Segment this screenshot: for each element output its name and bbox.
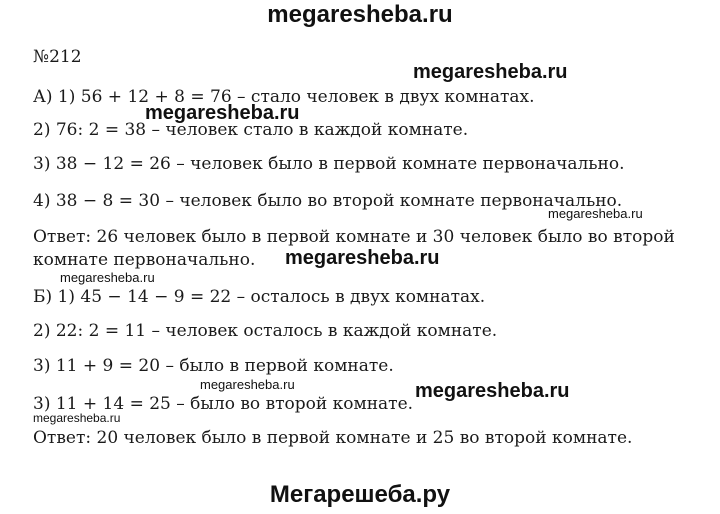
solution-line-a4: 4) 38 − 8 = 30 – человек было во второй комнате первоначально. [33,191,623,211]
solution-line-b3: 3) 11 + 9 = 20 – было в первой комнате. [33,356,394,376]
answer-b-line: Ответ: 20 человек было в первой комнате и 25 во второй комнате. [33,428,633,448]
answer-a-line-1: Ответ: 26 человек было в первой комнате и 30 человек было во второй [33,227,675,247]
site-header: megaresheba.ru [267,1,453,28]
watermark: megaresheba.ru [413,61,568,83]
solution-line-a2: 2) 76: 2 = 38 – человек стало в каждой комнате. [33,120,469,140]
watermark: megaresheba.ru [285,247,440,269]
site-footer: Мегарешеба.ру [269,481,451,508]
watermark: megaresheba.ru [200,377,295,392]
watermark: megaresheba.ru [33,411,121,425]
solution-line-a3: 3) 38 − 12 = 26 – человек было в первой комнате первоначально. [33,154,625,174]
solution-line-a1: А) 1) 56 + 12 + 8 = 76 – стало человек в двух комнатах. [33,87,535,107]
watermark: megaresheba.ru [145,102,300,124]
watermark: megaresheba.ru [60,270,155,285]
watermark: megaresheba.ru [415,380,570,402]
watermark: megaresheba.ru [548,206,643,221]
solution-line-b2: 2) 22: 2 = 11 – человек осталось в каждой комнате. [33,321,498,341]
solution-line-b4: 3) 11 + 14 = 25 – было во второй комнате. [33,394,414,414]
solution-line-b1: Б) 1) 45 − 14 − 9 = 22 – осталось в двух комнатах. [33,287,486,307]
task-number: №212 [33,47,82,67]
answer-a-line-2: комнате первоначально. [33,250,256,270]
